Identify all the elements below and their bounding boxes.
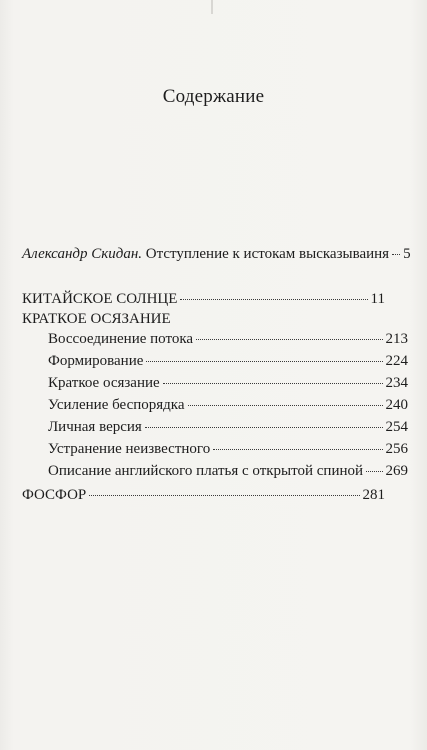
section-label: КИТАЙСКОЕ СОЛНЦЕ	[22, 291, 178, 307]
subsection-page-number: 256	[385, 441, 408, 457]
subsection-page-number: 224	[385, 353, 408, 369]
toc-entry-section[interactable]	[22, 290, 385, 308]
toc-entry-intro[interactable]	[22, 245, 411, 263]
section-page-number: 281	[362, 487, 385, 503]
leader-dots	[366, 470, 382, 472]
toc-entry-subsection[interactable]	[48, 374, 408, 392]
subsection-label: Формирование	[48, 353, 144, 369]
intro-title: Отступление к истокам высказываиня	[145, 246, 390, 262]
subsection-label: Усиление беспорядка	[48, 397, 185, 413]
toc-entry-subsection[interactable]	[48, 418, 408, 436]
leader-dots	[180, 298, 367, 300]
subsection-page-number: 269	[385, 463, 408, 479]
subsection-page-number: 240	[385, 397, 408, 413]
subsection-label: Краткое осязание	[48, 375, 160, 391]
toc-entry-subsection[interactable]	[48, 352, 408, 370]
leader-dots	[196, 338, 382, 340]
page-edge-mark	[211, 0, 213, 14]
section-label: ФОСФОР	[22, 487, 87, 503]
intro-author: Александр Скидан.	[22, 246, 143, 262]
section-page-number: 11	[370, 291, 385, 307]
leader-dots	[146, 360, 382, 362]
toc-entry-subsection[interactable]	[48, 396, 408, 414]
subsection-label: Воссоединение потока	[48, 331, 194, 347]
leader-dots	[145, 426, 383, 428]
toc-entry-subsection[interactable]	[48, 462, 408, 480]
leader-dots	[89, 494, 359, 496]
subsection-page-number: 234	[385, 375, 408, 391]
intro-page-number: 5	[403, 246, 411, 262]
subsection-page-number: 213	[385, 331, 408, 347]
subsection-label: Личная версия	[48, 419, 142, 435]
subsection-label: Описание английского платья с открытой спиной	[48, 463, 364, 479]
toc-entry-section[interactable]	[22, 486, 385, 504]
leader-dots	[213, 448, 382, 450]
leader-dots	[188, 404, 383, 406]
subsection-label: Устранение неизвестного	[48, 441, 211, 457]
section-heading[interactable]: КРАТКОЕ ОСЯЗАНИЕ	[22, 311, 171, 327]
page-title: Содержание	[162, 86, 265, 107]
subsection-page-number: 254	[385, 419, 408, 435]
leader-dots	[392, 253, 400, 255]
toc-entry-subsection[interactable]	[48, 330, 408, 348]
toc-entry-subsection[interactable]	[48, 440, 408, 458]
leader-dots	[163, 382, 383, 384]
